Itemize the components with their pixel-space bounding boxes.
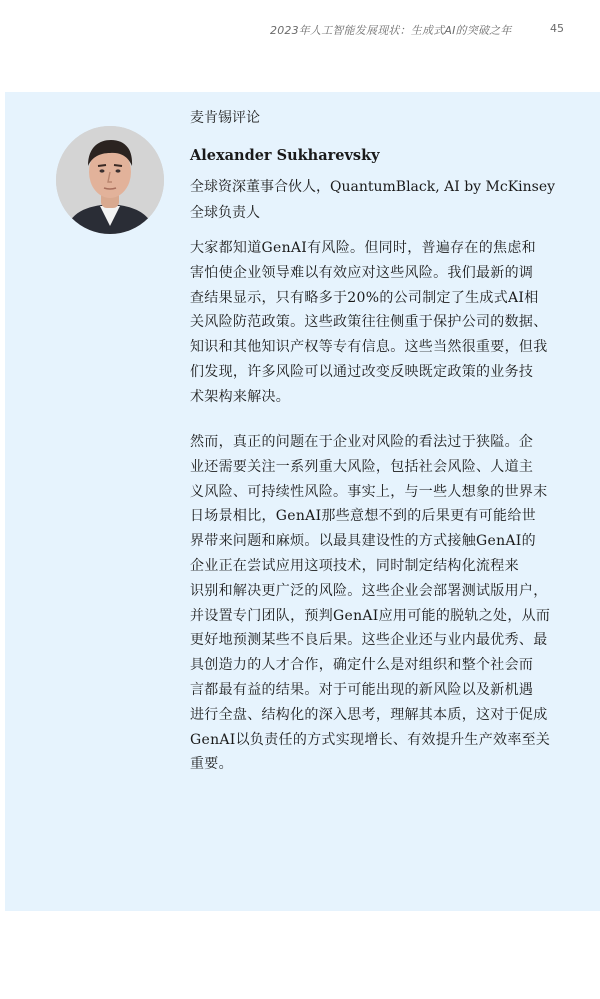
paragraph-line: 查结果显示，只有略多于20%的公司制定了生成式AI相 (190, 289, 539, 306)
paragraph-line: 然而，真正的问题在于企业对风险的看法过于狭隘。企 (190, 434, 534, 450)
author-title (190, 174, 556, 226)
paragraph-line: 业还需要关注一系列重大风险，包括社会风险、人道主 (190, 458, 534, 475)
author-portrait (56, 126, 164, 234)
paragraph-line: 关风险防范政策。这些政策往往侧重于保护公司的数据、 (190, 314, 548, 331)
author-name: Alexander Sukharevsky (190, 147, 380, 164)
paragraph-line: 们发现，许多风险可以通过改变反映既定政策的业务技 (190, 363, 534, 380)
author-title-line: 全球负责人 (190, 205, 260, 221)
running-header-title: 2023年人工智能发展现状：生成式AI的突破之年 (270, 24, 512, 37)
section-label: 麦肯锡评论 (190, 110, 260, 126)
paragraph-line: 进行全盘、结构化的深入思考，理解其本质，这对于促成 (190, 706, 548, 723)
author-title-line: 全球资深董事合伙人，QuantumBlack, AI by McKinsey (190, 179, 556, 195)
paragraph-line: 大家都知道GenAI有风险。但同时，普遍存在的焦虑和 (190, 240, 536, 256)
paragraph-line: 界带来问题和麻烦。以最具建设性的方式接触GenAI的 (190, 533, 536, 550)
page-number: 45 (550, 22, 564, 35)
paragraph-line: 术架构来解决。 (190, 388, 291, 405)
commentary-paragraph-2 (190, 430, 560, 777)
paragraph-line: 企业正在尝试应用这项技术，同时制定结构化流程来 (190, 557, 519, 574)
paragraph-line: 并设置专门团队，预判GenAI应用可能的脱轨之处，从而 (190, 607, 551, 624)
commentary-paragraph-1 (190, 236, 560, 410)
paragraph-line: 更好地预测某些不良后果。这些企业还与业内最优秀、最 (190, 632, 548, 649)
paragraph-line: 具创造力的人才合作，确定什么是对组织和整个社会而 (190, 657, 534, 674)
paragraph-line: 言都最有益的结果。对于可能出现的新风险以及新机遇 (190, 681, 534, 698)
paragraph-line: 重要。 (190, 756, 233, 773)
paragraph-line: 义风险、可持续性风险。事实上，与一些人想象的世界末 (190, 483, 548, 500)
paragraph-line: 知识和其他知识产权等专有信息。这些当然很重要，但我 (190, 339, 548, 356)
paragraph-line: 识别和解决更广泛的风险。这些企业会部署测试版用户， (190, 582, 548, 599)
paragraph-line: 害怕使企业领导难以有效应对这些风险。我们最新的调 (190, 264, 534, 281)
paragraph-line: 日场景相比，GenAI那些意想不到的后果更有可能给世 (190, 508, 536, 525)
paragraph-line: GenAI以负责任的方式实现增长、有效提升生产效率至关 (190, 731, 551, 748)
